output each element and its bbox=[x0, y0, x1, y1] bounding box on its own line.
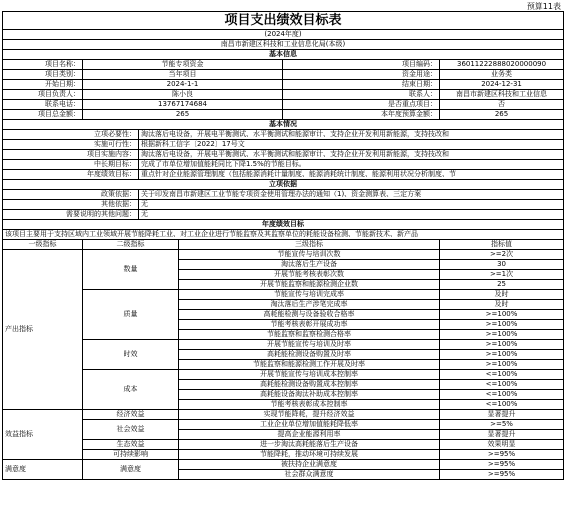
indicator-value: >=2次 bbox=[440, 250, 564, 260]
start-date-value: 2024-1-1 bbox=[83, 80, 283, 90]
feasibility-value: 根据新科工信字〔2022〕17号文 bbox=[139, 140, 564, 150]
policy-basis-label: 政策依据： bbox=[3, 190, 139, 200]
indicator-value: >=100% bbox=[440, 320, 564, 330]
project-type-value: 当年项目 bbox=[83, 70, 283, 80]
indicator-name: 节能监察和能源检测工作开展及时率 bbox=[179, 360, 440, 370]
header-level3: 三级指标 bbox=[179, 240, 440, 250]
leader-label: 项目负责人： bbox=[3, 90, 83, 100]
fund-use-value: 业务类 bbox=[440, 70, 564, 80]
indicator-name: 节能监察和监察检测合格率 bbox=[179, 330, 440, 340]
end-date-label: 结束日期： bbox=[283, 80, 440, 90]
indicator-level1-benefit: 效益指标 bbox=[3, 410, 83, 460]
key-project-label: 是否重点项目： bbox=[283, 100, 440, 110]
phone-label: 联系电话： bbox=[3, 100, 83, 110]
project-name-label: 项目名称： bbox=[3, 60, 83, 70]
indicator-name: 被扶持企业满意度 bbox=[179, 460, 440, 470]
header-value: 指标值 bbox=[440, 240, 564, 250]
annual-goal-value: 重点针对企业能源管理制度（包括能源消耗计量制度、能源消耗统计制度、能源利用状况分析制度、节 bbox=[139, 170, 564, 180]
start-date-label: 开始日期： bbox=[3, 80, 83, 90]
indicator-value: 显著提升 bbox=[440, 410, 564, 420]
annual-budget-label: 本年度预算金额： bbox=[283, 110, 440, 120]
indicator-level2-cost: 成本 bbox=[83, 370, 179, 410]
indicator-name: 节能考核表彰成本控制率 bbox=[179, 400, 440, 410]
total-amount-label: 项目总金额： bbox=[3, 110, 83, 120]
section-basis: 立项依据 bbox=[3, 180, 564, 190]
other-issues-value: 无 bbox=[139, 210, 564, 220]
indicator-value: <=100% bbox=[440, 400, 564, 410]
other-issues-label: 需要说明的其他问题： bbox=[3, 210, 139, 220]
indicator-value: <=100% bbox=[440, 370, 564, 380]
necessity-label: 立项必要性： bbox=[3, 130, 139, 140]
indicator-value: >=100% bbox=[440, 350, 564, 360]
indicator-value: <=100% bbox=[440, 390, 564, 400]
indicator-name: 开展节能宣传与培训成本控制率 bbox=[179, 370, 440, 380]
indicator-value: >=100% bbox=[440, 310, 564, 320]
indicator-name: 开展节能监察和能源检测企业数 bbox=[179, 280, 440, 290]
indicator-name: 社会群众满意度 bbox=[179, 470, 440, 480]
indicator-name: 开展节能考核表彰次数 bbox=[179, 270, 440, 280]
content-label: 项目实施内容： bbox=[3, 150, 139, 160]
indicator-value: >=95% bbox=[440, 470, 564, 480]
indicator-value: 25 bbox=[440, 280, 564, 290]
department-line: 南昌市新建区科技和工业信息化局(本级) bbox=[3, 40, 564, 50]
indicator-name: 淘汰落后生产设备 bbox=[179, 260, 440, 270]
form-title: 项目支出绩效目标表 bbox=[3, 12, 564, 30]
section-basic-situation: 基本情况 bbox=[3, 120, 564, 130]
indicator-name: 开展节能宣传与培训及时率 bbox=[179, 340, 440, 350]
indicator-level2-sustainable: 可持续影响 bbox=[83, 450, 179, 460]
year-line: (2024年度) bbox=[3, 30, 564, 40]
section-annual-goal: 年度绩效目标 bbox=[3, 220, 564, 230]
annual-budget-value: 265 bbox=[440, 110, 564, 120]
indicator-name: 节能宣传与培训完成率 bbox=[179, 290, 440, 300]
indicator-name: 节能宣传与培训次数 bbox=[179, 250, 440, 260]
indicator-value: 效果明显 bbox=[440, 440, 564, 450]
indicator-name: 进一步淘汰高耗能落后生产设备 bbox=[179, 440, 440, 450]
leader-value: 陈小良 bbox=[83, 90, 283, 100]
indicator-value: >=1次 bbox=[440, 270, 564, 280]
indicator-value: 及时 bbox=[440, 300, 564, 310]
project-name-value: 节能专项资金 bbox=[83, 60, 283, 70]
indicator-name: 淘汰落后生产涉笔完成率 bbox=[179, 300, 440, 310]
long-term-goal-value: 完成了市单位增加值能耗同比下降1.5%的节能目标。 bbox=[139, 160, 564, 170]
phone-value: 13767174684 bbox=[83, 100, 283, 110]
indicator-name: 实现节能降耗，提升经济效益 bbox=[179, 410, 440, 420]
indicator-level2-social: 社会效益 bbox=[83, 420, 179, 440]
other-basis-label: 其他依据： bbox=[3, 200, 139, 210]
indicator-value: 显著提升 bbox=[440, 430, 564, 440]
other-basis-value: 无 bbox=[139, 200, 564, 210]
annual-goal-text: 该项目主要用于支持区域内工业领域开展节能降耗工业、对工业企业进行节能监察及其监察单位的耗能设备检测、节能新技术、新产品 bbox=[3, 230, 564, 240]
header-level1: 一级指标 bbox=[3, 240, 83, 250]
indicator-level1-satisfaction: 满意度 bbox=[3, 460, 83, 480]
indicator-name: 节能降耗，推动环境可持续发展 bbox=[179, 450, 440, 460]
total-amount-value: 265 bbox=[83, 110, 283, 120]
indicator-value: >=95% bbox=[440, 460, 564, 470]
indicator-level1-output: 产出指标 bbox=[3, 250, 83, 410]
indicator-value: >=95% bbox=[440, 450, 564, 460]
long-term-goal-label: 中长期目标： bbox=[3, 160, 139, 170]
contact-label: 联系人： bbox=[283, 90, 440, 100]
indicator-level2-quality: 质量 bbox=[83, 290, 179, 340]
indicator-value: >=100% bbox=[440, 340, 564, 350]
key-project-value: 否 bbox=[440, 100, 564, 110]
indicator-value: >=5% bbox=[440, 420, 564, 430]
necessity-value: 淘汰落后电设备，开展电平衡测试、水平衡测试和能源审计、支持企业开发利用新能源，支持技改和 bbox=[139, 130, 564, 140]
fund-use-label: 资金用途： bbox=[283, 70, 440, 80]
indicator-level2-quantity: 数量 bbox=[83, 250, 179, 290]
form-number-label: 预算11表 bbox=[526, 2, 561, 11]
indicator-value: >=100% bbox=[440, 360, 564, 370]
content-value: 淘汰落后电设备，开展电平衡测试、水平衡测试和能源审计、支持企业开发利用新能源，支持技改和 bbox=[139, 150, 564, 160]
indicator-name: 工业企业单位增加值能耗降低率 bbox=[179, 420, 440, 430]
annual-goal-label: 年度绩效目标： bbox=[3, 170, 139, 180]
indicator-value: 及时 bbox=[440, 290, 564, 300]
indicator-level2-ecological: 生态效益 bbox=[83, 440, 179, 450]
end-date-value: 2024-12-31 bbox=[440, 80, 564, 90]
project-type-label: 项目类别： bbox=[3, 70, 83, 80]
project-code-value: 36011222888020000090 bbox=[440, 60, 564, 70]
header-level2: 二级指标 bbox=[83, 240, 179, 250]
indicator-name: 高耗能检测设备购置及时率 bbox=[179, 350, 440, 360]
indicator-name: 节能考核表彰开展成功率 bbox=[179, 320, 440, 330]
policy-basis-value: 关于印发南昌市新建区工业节能专项资金使用管理办法的通知（1)、资金测算表、三定方案 bbox=[139, 190, 564, 200]
indicator-value: <=100% bbox=[440, 380, 564, 390]
indicator-value: 30 bbox=[440, 260, 564, 270]
indicator-name: 提高企业能源利用率 bbox=[179, 430, 440, 440]
section-basic-info: 基本信息 bbox=[3, 50, 564, 60]
performance-goal-table bbox=[2, 11, 564, 480]
indicator-level2-timeliness: 时效 bbox=[83, 340, 179, 370]
indicator-level2-satisfaction: 满意度 bbox=[83, 460, 179, 480]
feasibility-label: 实施可行性： bbox=[3, 140, 139, 150]
indicator-name: 高耗能设备淘汰补助成本控制率 bbox=[179, 390, 440, 400]
indicator-value: >=100% bbox=[440, 330, 564, 340]
indicator-level2-economic: 经济效益 bbox=[83, 410, 179, 420]
contact-value: 南昌市新建区科技和工业信息 bbox=[440, 90, 564, 100]
project-code-label: 项目编码： bbox=[283, 60, 440, 70]
indicator-name: 高耗能检测与设备验收合格率 bbox=[179, 310, 440, 320]
indicator-name: 高耗能检测设备购置成本控制率 bbox=[179, 380, 440, 390]
